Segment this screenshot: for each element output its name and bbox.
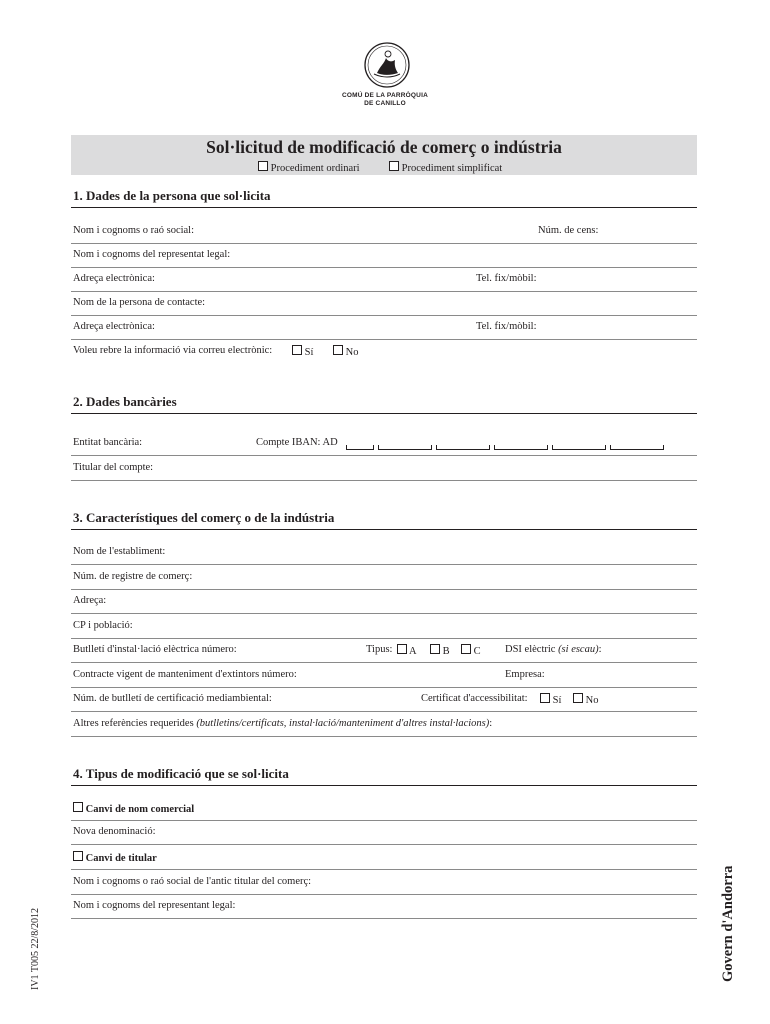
- commerce-register-label: Núm. de registre de comerç:: [73, 571, 193, 582]
- postcode-line[interactable]: [71, 638, 697, 639]
- type-label: Tipus:: [366, 644, 393, 655]
- section1-heading: 1. Dades de la persona que sol·licita: [73, 188, 271, 203]
- iban-input-grid[interactable]: [346, 445, 671, 451]
- establishment-label: Nom de l'establiment:: [73, 546, 166, 557]
- new-name-line[interactable]: [71, 844, 697, 845]
- accessibility-no-checkbox[interactable]: [573, 693, 583, 703]
- receive-email-no-checkbox[interactable]: [333, 345, 343, 355]
- org-name-line2: DE CANILLO: [364, 100, 406, 107]
- type-b-label: B: [442, 646, 450, 657]
- legal-rep-line[interactable]: [71, 267, 697, 268]
- other-refs-note: (butlletins/certificats, instal·lació/manteniment d'altres instal·lacions): [196, 718, 490, 729]
- other-refs-colon: :: [489, 718, 493, 729]
- email2-label: Adreça electrònica:: [73, 321, 155, 332]
- dsi-label: [505, 644, 602, 655]
- section1-rule: [71, 207, 697, 208]
- section3-heading: 3. Característiques del comerç o de la indústria: [73, 510, 335, 525]
- change-holder-checkbox[interactable]: [73, 851, 83, 861]
- other-refs-label: [73, 718, 492, 729]
- iban-group[interactable]: [494, 445, 548, 450]
- govern-andorra-logo-text: Govern d'Andorra: [720, 865, 736, 982]
- procedure-simplified[interactable]: [389, 161, 502, 174]
- procedure-simplified-checkbox[interactable]: [389, 161, 399, 171]
- comu-canillo-logo: [362, 40, 412, 90]
- iban-group[interactable]: [346, 445, 374, 450]
- dsi-colon: :: [598, 644, 602, 655]
- contact-line[interactable]: [71, 315, 697, 316]
- change-trade-name-option[interactable]: [73, 802, 194, 815]
- type-a-checkbox[interactable]: [397, 644, 407, 654]
- form-code: IV1 T005 22/8/2012: [30, 907, 41, 990]
- old-holder-line[interactable]: [71, 894, 697, 895]
- accessibility-yes[interactable]: [540, 693, 561, 706]
- receive-email-no-label: No: [345, 347, 359, 358]
- company-label: Empresa:: [505, 669, 545, 680]
- section2-heading: 2. Dades bancàries: [73, 394, 177, 409]
- change-holder-line: [71, 869, 697, 870]
- new-name-label: Nova denominació:: [73, 826, 156, 837]
- bank-line[interactable]: [71, 455, 697, 456]
- receive-email-yes-checkbox[interactable]: [292, 345, 302, 355]
- old-holder-label: Nom i cognoms o raó social de l'antic titular del comerç:: [73, 876, 312, 887]
- other-refs-line[interactable]: [71, 736, 697, 737]
- section2-rule: [71, 413, 697, 414]
- environmental-label: Núm. de butlletí de certificació mediambiental:: [73, 693, 272, 704]
- bank-label: Entitat bancària:: [73, 437, 143, 448]
- postcode-label: CP i població:: [73, 620, 133, 631]
- section3-rule: [71, 529, 697, 530]
- account-holder-label: Titular del compte:: [73, 462, 154, 473]
- iban-group[interactable]: [610, 445, 664, 450]
- accessibility-label: Certificat d'accessibilitat:: [421, 693, 528, 704]
- iban-group[interactable]: [436, 445, 490, 450]
- section4-rule: [71, 785, 697, 786]
- change-holder-label: Canvi de titular: [85, 853, 157, 864]
- commerce-register-line[interactable]: [71, 589, 697, 590]
- applicant-name-label: Nom i cognoms o raó social:: [73, 225, 195, 236]
- legal-rep-label: Nom i cognoms del representat legal:: [73, 249, 231, 260]
- legal-rep-name-line[interactable]: [71, 918, 697, 919]
- applicant-name-line[interactable]: [71, 243, 697, 244]
- other-refs-text: Altres referències requerides: [73, 718, 194, 729]
- procedure-simplified-label: Procediment simplificat: [401, 163, 503, 174]
- type-b-checkbox[interactable]: [430, 644, 440, 654]
- type-a[interactable]: [397, 644, 417, 657]
- change-trade-name-label: Canvi de nom comercial: [85, 804, 195, 815]
- account-holder-line[interactable]: [71, 480, 697, 481]
- iban-group[interactable]: [378, 445, 432, 450]
- address-label: Adreça:: [73, 595, 107, 606]
- environmental-line[interactable]: [71, 711, 697, 712]
- dsi-note: (si escau): [558, 644, 599, 655]
- procedure-ordinary-label: Procediment ordinari: [270, 163, 360, 174]
- type-c[interactable]: [461, 644, 481, 657]
- receive-email-yes-label: Sí: [304, 347, 314, 358]
- procedure-ordinary-checkbox[interactable]: [258, 161, 268, 171]
- type-c-label: C: [473, 646, 481, 657]
- accessibility-yes-checkbox[interactable]: [540, 693, 550, 703]
- email1-line[interactable]: [71, 291, 697, 292]
- email1-label: Adreça electrònica:: [73, 273, 155, 284]
- iban-group[interactable]: [552, 445, 606, 450]
- accessibility-no[interactable]: [573, 693, 598, 706]
- electrical-bulletin-line[interactable]: [71, 662, 697, 663]
- email2-line[interactable]: [71, 339, 697, 340]
- phone2-label: Tel. fix/mòbil:: [476, 321, 537, 332]
- dsi-text: DSI elèctric: [505, 644, 556, 655]
- type-c-checkbox[interactable]: [461, 644, 471, 654]
- phone1-label: Tel. fix/mòbil:: [476, 273, 537, 284]
- accessibility-no-label: No: [585, 695, 599, 706]
- org-name-line1: COMÚ DE LA PARRÒQUIA: [342, 92, 428, 99]
- receive-email-no[interactable]: [333, 345, 358, 358]
- electrical-bulletin-label: Butlletí d'instal·lació elèctrica número:: [73, 644, 237, 655]
- address-line[interactable]: [71, 613, 697, 614]
- type-a-label: A: [409, 646, 417, 657]
- procedure-ordinary[interactable]: [258, 161, 360, 174]
- accessibility-yes-label: Sí: [552, 695, 562, 706]
- receive-email-yes[interactable]: [292, 345, 313, 358]
- establishment-line[interactable]: [71, 564, 697, 565]
- census-number-label: Núm. de cens:: [538, 225, 599, 236]
- change-trade-name-checkbox[interactable]: [73, 802, 83, 812]
- form-title: Sol·licitud de modificació de comerç o indústria: [206, 137, 562, 157]
- legal-rep-name-label: Nom i cognoms del representant legal:: [73, 900, 236, 911]
- change-trade-name-line: [71, 820, 697, 821]
- section4-heading: 4. Tipus de modificació que se sol·licita: [73, 766, 289, 781]
- contact-label: Nom de la persona de contacte:: [73, 297, 206, 308]
- iban-label: Compte IBAN: AD: [256, 437, 338, 448]
- extinguishers-label: Contracte vigent de manteniment d'extintors número:: [73, 669, 297, 680]
- receive-email-label: Voleu rebre la informació via correu electrònic:: [73, 345, 273, 356]
- change-holder-option[interactable]: [73, 851, 157, 864]
- extinguishers-line[interactable]: [71, 687, 697, 688]
- type-b[interactable]: [430, 644, 450, 657]
